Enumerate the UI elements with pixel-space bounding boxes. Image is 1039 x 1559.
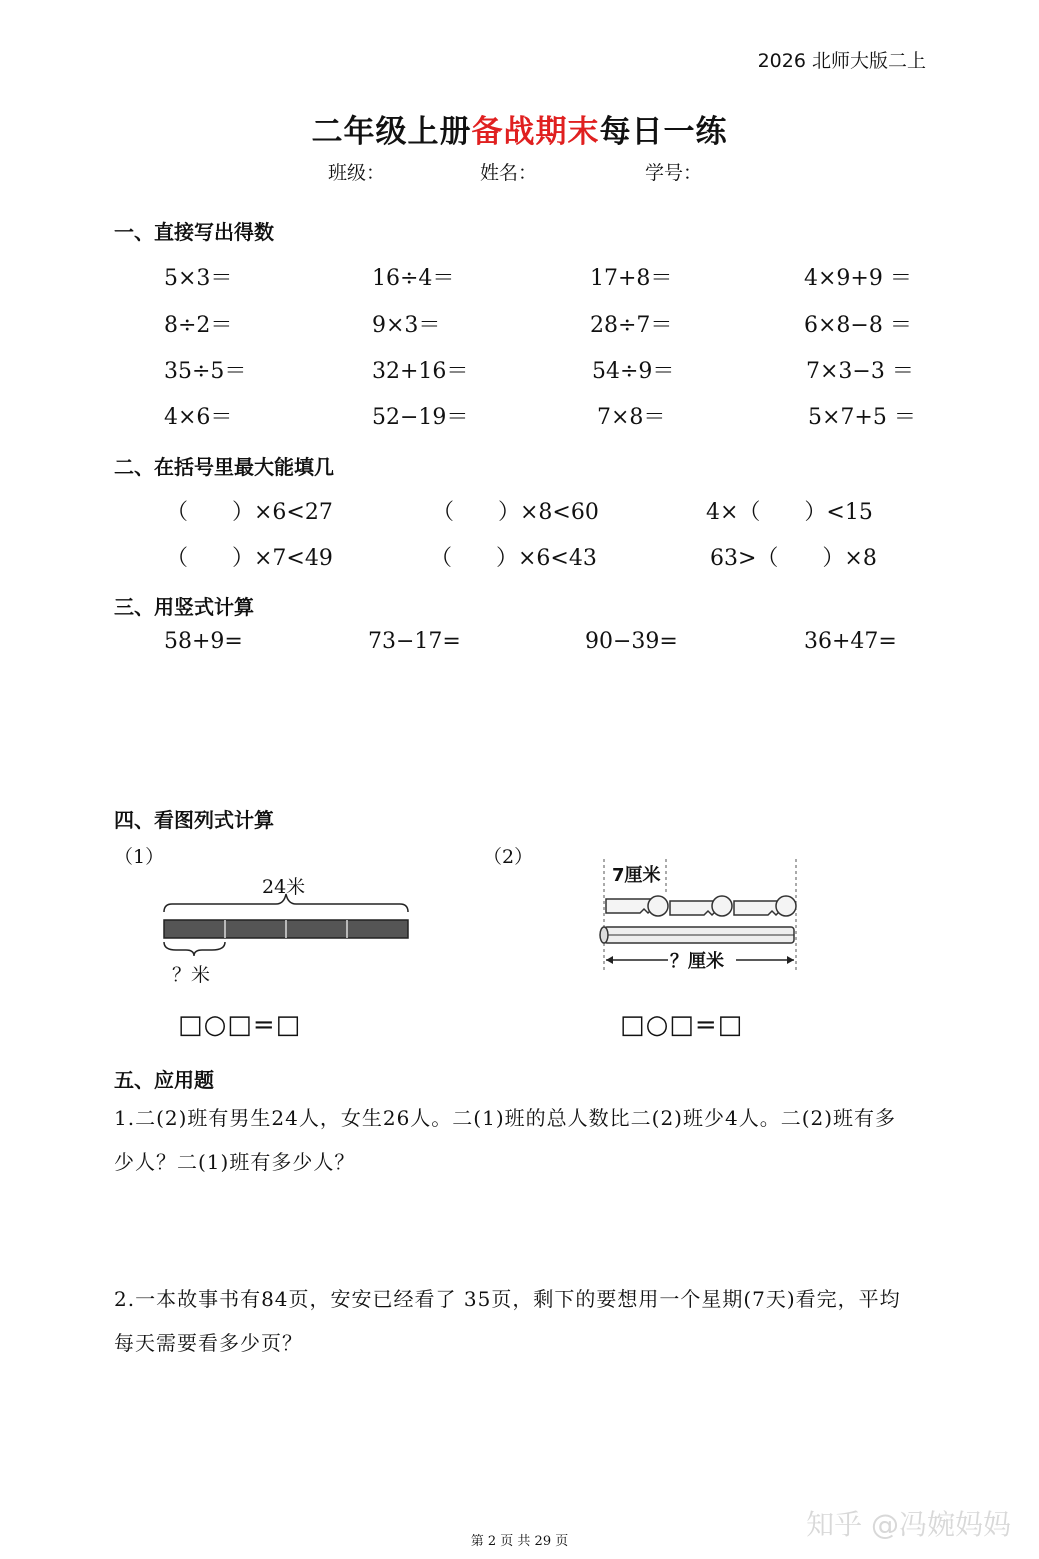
key-length-label: 7厘米 bbox=[612, 865, 661, 886]
vertical-calc-item: 90−39= bbox=[585, 629, 678, 654]
oral-item: 6×8−8 ＝ bbox=[804, 313, 912, 338]
edition-label: 2026 北师大版二上 bbox=[757, 50, 926, 72]
word-problem-1: 1.二(2)班有男生24人，女生26人。二(1)班的总人数比二(2)班少4人。二(2)班有多少人？二(1)班有多少人？ bbox=[114, 1106, 897, 1174]
answer-template-2: □○□=□ bbox=[620, 1010, 744, 1040]
title-suffix: 每日一练 bbox=[599, 114, 728, 150]
bracket-item: （ ）×6<27 bbox=[166, 500, 333, 525]
title-prefix: 二年级上册 bbox=[311, 114, 472, 150]
oral-item: 52−19＝ bbox=[372, 405, 469, 430]
vertical-calc-item: 73−17= bbox=[368, 629, 461, 654]
section-4-heading: 四、看图列式计算 bbox=[114, 808, 274, 832]
page-title bbox=[0, 106, 1039, 151]
oral-item: 4×9+9 ＝ bbox=[804, 266, 912, 291]
oral-item: 54÷9＝ bbox=[592, 359, 675, 384]
section-3-heading: 三、用竖式计算 bbox=[114, 595, 254, 619]
section-1-heading: 一、直接写出得数 bbox=[114, 220, 274, 244]
oral-item: 8÷2＝ bbox=[164, 313, 233, 338]
figure-1-label: （1） bbox=[114, 846, 165, 868]
bracket-item: （ ）×6<43 bbox=[430, 546, 597, 571]
key-icon bbox=[670, 896, 732, 916]
bracket-item: 63>（ ）×8 bbox=[710, 546, 877, 571]
bracket-item: （ ）×8<60 bbox=[432, 500, 599, 525]
oral-item: 17+8＝ bbox=[590, 266, 673, 291]
id-field-label: 学号： bbox=[645, 162, 703, 184]
oral-item: 4×6＝ bbox=[164, 405, 233, 430]
oral-item: 32+16＝ bbox=[372, 359, 469, 384]
key-icon bbox=[606, 896, 668, 916]
oral-item: 5×3＝ bbox=[164, 266, 233, 291]
watermark: 知乎 @冯婉妈妈 bbox=[806, 1508, 1011, 1541]
total-length-label: 24米 bbox=[262, 876, 306, 898]
bracket-item: 4×（ ）<15 bbox=[706, 500, 873, 525]
oral-item: 7×3−3 ＝ bbox=[806, 359, 914, 384]
oral-item: 9×3＝ bbox=[372, 313, 441, 338]
name-field-label: 姓名： bbox=[480, 162, 538, 184]
title-highlight: 备战期末 bbox=[471, 114, 600, 150]
section-5-heading: 五、应用题 bbox=[114, 1068, 214, 1092]
vertical-calc-item: 36+47= bbox=[804, 629, 897, 654]
oral-item: 35÷5＝ bbox=[164, 359, 247, 384]
key-icon bbox=[734, 896, 796, 916]
class-field-label: 班级： bbox=[328, 162, 386, 184]
stick-length-label: ？厘米 bbox=[670, 951, 724, 972]
oral-item: 5×7+5 ＝ bbox=[808, 405, 916, 430]
section-2-heading: 二、在括号里最大能填几 bbox=[114, 455, 334, 479]
oral-item: 16÷4＝ bbox=[372, 266, 455, 291]
stick-icon bbox=[600, 927, 794, 943]
word-problem-2: 2.一本故事书有84页，安安已经看了 35页，剩下的要想用一个星期(7天)看完，平均每天需要看多少页？ bbox=[114, 1287, 901, 1355]
unknown-length-label: ？米 bbox=[172, 964, 211, 986]
answer-template-1: □○□=□ bbox=[178, 1010, 302, 1040]
figure-2-label: （2） bbox=[483, 846, 534, 868]
vertical-calc-item: 58+9= bbox=[164, 629, 243, 654]
bracket-item: （ ）×7<49 bbox=[166, 546, 333, 571]
oral-item: 28÷7＝ bbox=[590, 313, 673, 338]
page-footer: 第 2 页 共 29 页 bbox=[470, 1534, 569, 1549]
oral-item: 7×8＝ bbox=[597, 405, 666, 430]
